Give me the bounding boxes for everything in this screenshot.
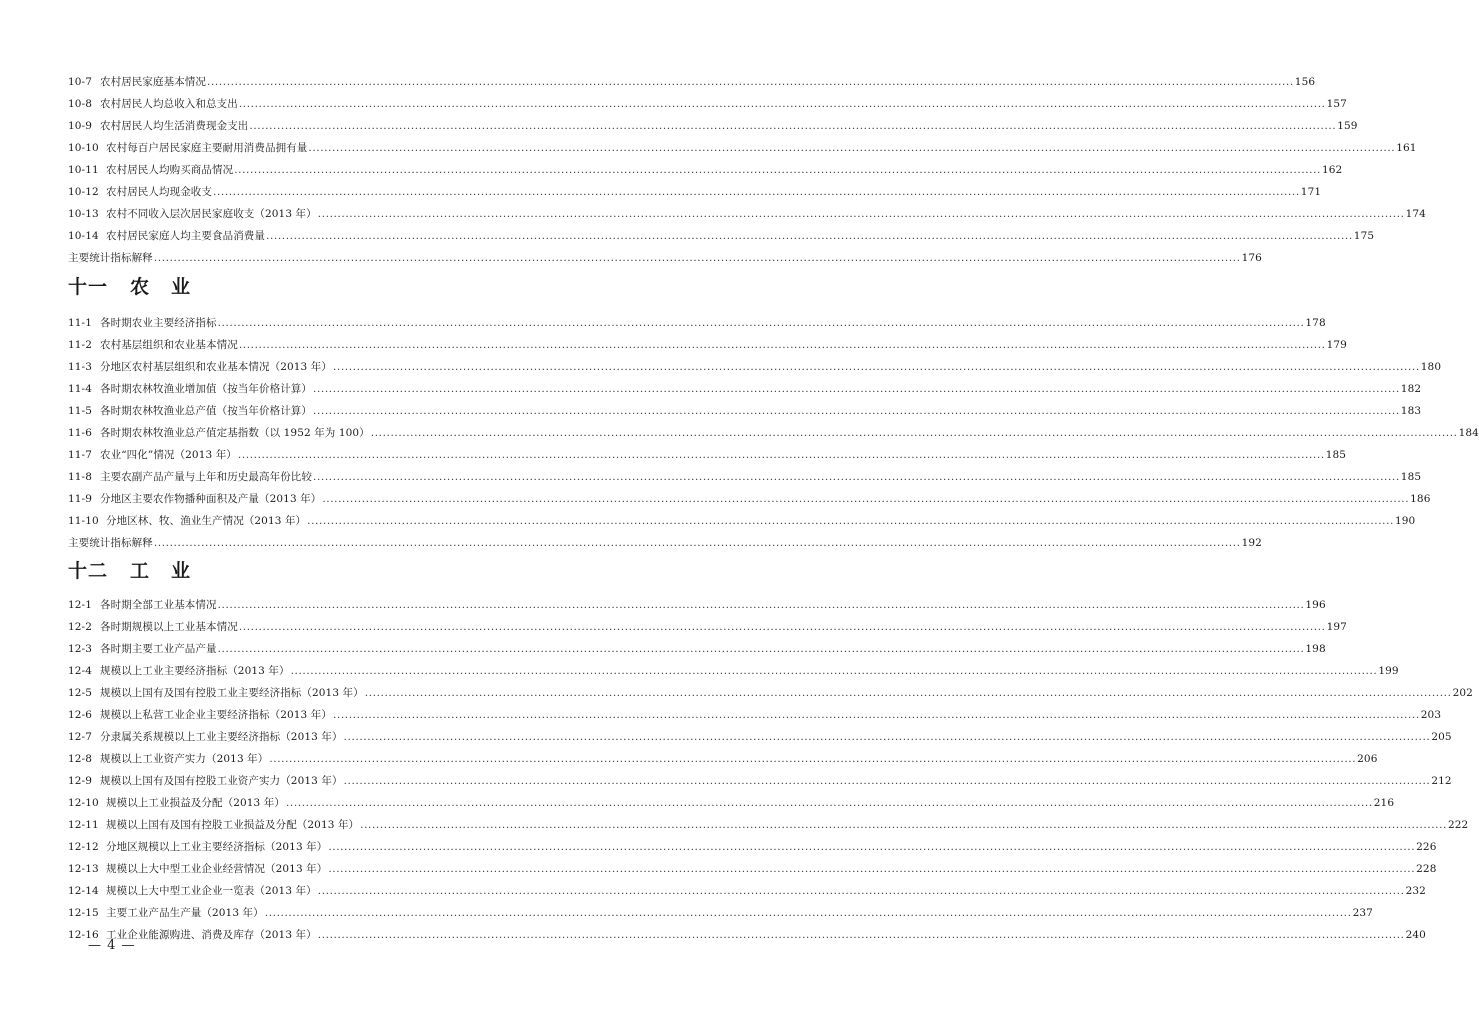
toc-entry-page: 161 — [1396, 142, 1417, 154]
toc-entry-page: 184 — [1458, 427, 1479, 439]
dot-leader — [328, 858, 1415, 880]
toc-entry-number: 12-5 — [68, 687, 92, 699]
toc-entry-title: 各时期规模以上工业基本情况 — [100, 621, 238, 633]
dot-leader — [328, 836, 1415, 858]
toc-entry-title: 各时期主要工业产品产量 — [100, 643, 217, 655]
dot-leader — [234, 159, 1321, 181]
dot-leader — [365, 682, 1452, 704]
toc-entry-page: 222 — [1447, 819, 1469, 831]
toc-entry[interactable] — [68, 660, 1399, 682]
toc-entry-title: 主要统计指标解释 — [68, 252, 153, 264]
toc-entry-number: 11-8 — [68, 471, 92, 483]
toc-entry-number: 12-4 — [68, 665, 92, 677]
dot-leader — [207, 71, 1294, 93]
toc-entry-title: 规模以上私营工业企业主要经济指标（2013 年） — [100, 709, 332, 721]
toc-entry-number: 10-8 — [68, 98, 92, 110]
dot-leader — [371, 422, 1458, 444]
toc-entry-page: 226 — [1416, 841, 1437, 853]
toc-entry-page: 159 — [1337, 120, 1358, 132]
toc-section-11 — [68, 312, 1479, 554]
dot-leader — [333, 704, 1420, 726]
toc-entry-title: 各时期农林牧渔业总产值定基指数（以 1952 年为 100） — [100, 427, 370, 439]
dot-leader — [322, 488, 1409, 510]
toc-entry[interactable] — [68, 312, 1326, 334]
toc-entry[interactable] — [68, 137, 1417, 159]
toc-entry-title: 农村不同收入层次居民家庭收支（2013 年） — [106, 208, 317, 220]
toc-entry[interactable] — [68, 726, 1452, 748]
toc-entry-page: 190 — [1394, 515, 1416, 527]
toc-entry[interactable] — [68, 792, 1395, 814]
toc-entry-number: 12-6 — [68, 709, 92, 721]
toc-entry-number: 11-3 — [68, 361, 92, 373]
toc-entry[interactable] — [68, 510, 1416, 532]
toc-entry-number: 12-1 — [68, 599, 92, 611]
toc-entry-title: 分地区主要农作物播种面积及产量（2013 年） — [100, 493, 322, 505]
toc-entry-number: 12-12 — [68, 841, 99, 853]
toc-entry-number: 10-10 — [68, 142, 99, 154]
toc-entry-page: 240 — [1405, 929, 1426, 941]
chapter-number: 十一 — [68, 276, 109, 298]
dot-leader — [154, 532, 1241, 554]
toc-entry-number: 12-8 — [68, 753, 92, 765]
toc-entry-page: 202 — [1452, 687, 1473, 699]
toc-entry[interactable] — [68, 466, 1422, 488]
toc-entry[interactable] — [68, 203, 1426, 225]
toc-entry-number: 10-7 — [68, 76, 92, 88]
toc-entry-page: 206 — [1357, 753, 1378, 765]
dot-leader — [344, 770, 1431, 792]
dot-leader — [265, 902, 1352, 924]
toc-entry-page: 228 — [1416, 863, 1437, 875]
toc-entry[interactable] — [68, 748, 1378, 770]
toc-entry[interactable] — [68, 225, 1375, 247]
toc-entry-number: 11-4 — [68, 383, 92, 395]
toc-entry[interactable] — [68, 400, 1422, 422]
dot-leader — [318, 880, 1405, 902]
dot-leader — [238, 444, 1325, 466]
dot-leader — [266, 225, 1353, 247]
toc-entry-number: 10-14 — [68, 230, 99, 242]
toc-entry[interactable] — [68, 356, 1442, 378]
dot-leader — [333, 356, 1420, 378]
toc-entry-number: 11-2 — [68, 339, 92, 351]
toc-entry-page: 216 — [1373, 797, 1395, 809]
toc-entry[interactable] — [68, 181, 1322, 203]
toc-entry-page: 192 — [1241, 537, 1262, 549]
toc-entry-page: 185 — [1400, 471, 1422, 483]
toc-entry-page: 205 — [1431, 731, 1452, 743]
toc-entry[interactable] — [68, 616, 1347, 638]
toc-entry-number: 12-15 — [68, 907, 99, 919]
toc-entry-number: 11-1 — [68, 317, 92, 329]
toc-entry-title: 规模以上国有及国有控股工业资产实力（2013 年） — [100, 775, 343, 787]
toc-entry-number: 10-11 — [68, 164, 99, 176]
dot-leader — [239, 334, 1326, 356]
toc-entry-page: 157 — [1326, 98, 1347, 110]
dot-leader — [313, 400, 1400, 422]
toc-entry[interactable] — [68, 902, 1373, 924]
toc-entry-number: 11-6 — [68, 427, 92, 439]
toc-entry-title: 各时期农林牧渔业增加值（按当年价格计算） — [100, 383, 312, 395]
toc-entry[interactable] — [68, 880, 1426, 902]
dot-leader — [249, 115, 1336, 137]
toc-entry-title: 规模以上国有及国有控股工业损益及分配（2013 年） — [106, 819, 360, 831]
toc-entry-number: 10-9 — [68, 120, 92, 132]
toc-entry-title: 农村居民家庭基本情况 — [100, 76, 206, 88]
dot-leader — [239, 93, 1326, 115]
toc-entry-title: 分地区规模以上工业主要经济指标（2013 年） — [106, 841, 328, 853]
chapter-name: 农业 — [130, 276, 213, 298]
dot-leader — [291, 660, 1378, 682]
toc-entry-title: 主要工业产品生产量（2013 年） — [106, 907, 264, 919]
toc-entry-title: 分地区林、牧、渔业生产情况（2013 年） — [106, 515, 307, 527]
toc-entry-title: 农村居民人均现金收支 — [106, 186, 212, 198]
dot-leader — [344, 726, 1431, 748]
toc-entry-title: 农村居民人均总收入和总支出 — [100, 98, 238, 110]
toc-entry[interactable] — [68, 682, 1473, 704]
toc-entry-page: 156 — [1294, 76, 1316, 88]
dot-leader — [318, 203, 1405, 225]
toc-entry-title: 农村每百户居民家庭主要耐用消费品拥有量 — [106, 142, 308, 154]
dot-leader — [213, 181, 1300, 203]
chapter-number: 十二 — [68, 560, 109, 582]
toc-entry-title: 分隶属关系规模以上工业主要经济指标（2013 年） — [100, 731, 343, 743]
page-number: — 4 — — [88, 938, 136, 953]
toc-entry[interactable] — [68, 247, 1262, 269]
toc-entry-page: 171 — [1300, 186, 1322, 198]
toc-entry-number: 12-9 — [68, 775, 92, 787]
toc-entry-page: 175 — [1353, 230, 1375, 242]
toc-entry-title: 规模以上工业主要经济指标（2013 年） — [100, 665, 290, 677]
toc-entry-page: 186 — [1410, 493, 1431, 505]
toc-entry-title: 工业企业能源购进、消费及库存（2013 年） — [106, 929, 317, 941]
toc-entry-page: 174 — [1405, 208, 1426, 220]
toc-entry-number: 12-16 — [68, 929, 99, 941]
toc-entry-page: 197 — [1326, 621, 1347, 633]
chapter-heading-12 — [68, 556, 212, 583]
dot-leader — [313, 378, 1400, 400]
toc-entry-number: 10-13 — [68, 208, 99, 220]
toc-entry-page: 162 — [1322, 164, 1343, 176]
dot-leader — [308, 137, 1395, 159]
toc-entry-title: 农村基层组织和农业基本情况 — [100, 339, 238, 351]
toc-entry[interactable] — [68, 444, 1347, 466]
toc-entry-title: 各时期农业主要经济指标 — [100, 317, 217, 329]
toc-entry-title: 农村居民家庭人均主要食品消费量 — [106, 230, 265, 242]
dot-leader — [313, 466, 1400, 488]
toc-entry-page: 212 — [1431, 775, 1452, 787]
toc-entry[interactable] — [68, 594, 1326, 616]
toc-entry-number: 12-3 — [68, 643, 92, 655]
toc-entry-page: 237 — [1352, 907, 1373, 919]
toc-entry[interactable] — [68, 638, 1326, 660]
toc-entry-page: 179 — [1326, 339, 1347, 351]
toc-entry[interactable] — [68, 115, 1358, 137]
toc-entry-title: 农业“四化”情况（2013 年） — [100, 449, 237, 461]
chapter-name: 工业 — [130, 560, 213, 582]
toc-entry-page: 232 — [1405, 885, 1426, 897]
dot-leader — [218, 638, 1305, 660]
toc-entry-number: 12-13 — [68, 863, 99, 875]
toc-entry[interactable] — [68, 334, 1347, 356]
toc-entry-page: 198 — [1305, 643, 1326, 655]
toc-entry[interactable] — [68, 71, 1316, 93]
toc-entry-title: 分地区农村基层组织和农业基本情况（2013 年） — [100, 361, 332, 373]
toc-entry-title: 规模以上工业损益及分配（2013 年） — [106, 797, 285, 809]
toc-entry[interactable] — [68, 858, 1437, 880]
toc-entry-title: 规模以上大中型工业企业经营情况（2013 年） — [106, 863, 328, 875]
toc-section-10 — [68, 71, 1426, 269]
toc-entry-page: 199 — [1378, 665, 1399, 677]
toc-entry[interactable] — [68, 704, 1442, 726]
dot-leader — [269, 748, 1356, 770]
toc-entry-number: 12-7 — [68, 731, 92, 743]
toc-entry-page: 183 — [1400, 405, 1422, 417]
toc-entry[interactable] — [68, 159, 1343, 181]
toc-entry[interactable] — [68, 422, 1479, 444]
toc-entry-title: 农村居民人均生活消费现金支出 — [100, 120, 249, 132]
toc-entry-number: 11-7 — [68, 449, 92, 461]
toc-entry-title: 各时期全部工业基本情况 — [100, 599, 217, 611]
toc-entry[interactable] — [68, 770, 1452, 792]
toc-entry-number: 11-9 — [68, 493, 92, 505]
toc-entry-page: 203 — [1420, 709, 1442, 721]
chapter-heading-11 — [68, 272, 212, 299]
dot-leader — [218, 594, 1305, 616]
toc-entry[interactable] — [68, 488, 1431, 510]
toc-entry-number: 10-12 — [68, 186, 99, 198]
toc-entry[interactable] — [68, 814, 1469, 836]
toc-entry[interactable] — [68, 924, 1426, 946]
dot-leader — [239, 616, 1326, 638]
toc-entry[interactable] — [68, 836, 1437, 858]
dot-leader — [360, 814, 1447, 836]
dot-leader — [154, 247, 1241, 269]
toc-entry[interactable] — [68, 93, 1347, 115]
toc-entry-title: 规模以上大中型工业企业一览表（2013 年） — [106, 885, 317, 897]
toc-section-12 — [68, 594, 1473, 946]
dot-leader — [318, 924, 1405, 946]
toc-entry[interactable] — [68, 532, 1262, 554]
toc-entry-title: 各时期农林牧渔业总产值（按当年价格计算） — [100, 405, 312, 417]
dot-leader — [218, 312, 1305, 334]
toc-entry-page: 185 — [1325, 449, 1347, 461]
toc-entry-title: 农村居民人均购买商品情况 — [106, 164, 234, 176]
toc-entry[interactable] — [68, 378, 1422, 400]
toc-entry-number: 12-11 — [68, 819, 99, 831]
toc-entry-title: 规模以上工业资产实力（2013 年） — [100, 753, 269, 765]
toc-entry-page: 196 — [1305, 599, 1326, 611]
toc-entry-title: 主要统计指标解释 — [68, 537, 153, 549]
toc-entry-title: 规模以上国有及国有控股工业主要经济指标（2013 年） — [100, 687, 364, 699]
dot-leader — [286, 792, 1373, 814]
toc-entry-page: 176 — [1241, 252, 1262, 264]
toc-entry-page: 178 — [1305, 317, 1326, 329]
toc-entry-number: 12-2 — [68, 621, 92, 633]
toc-entry-number: 12-10 — [68, 797, 99, 809]
toc-entry-page: 180 — [1420, 361, 1442, 373]
toc-entry-number: 12-14 — [68, 885, 99, 897]
toc-entry-title: 主要农副产品产量与上年和历史最高年份比较 — [100, 471, 312, 483]
toc-entry-number: 11-10 — [68, 515, 99, 527]
dot-leader — [307, 510, 1394, 532]
toc-entry-page: 182 — [1400, 383, 1422, 395]
toc-entry-number: 11-5 — [68, 405, 92, 417]
